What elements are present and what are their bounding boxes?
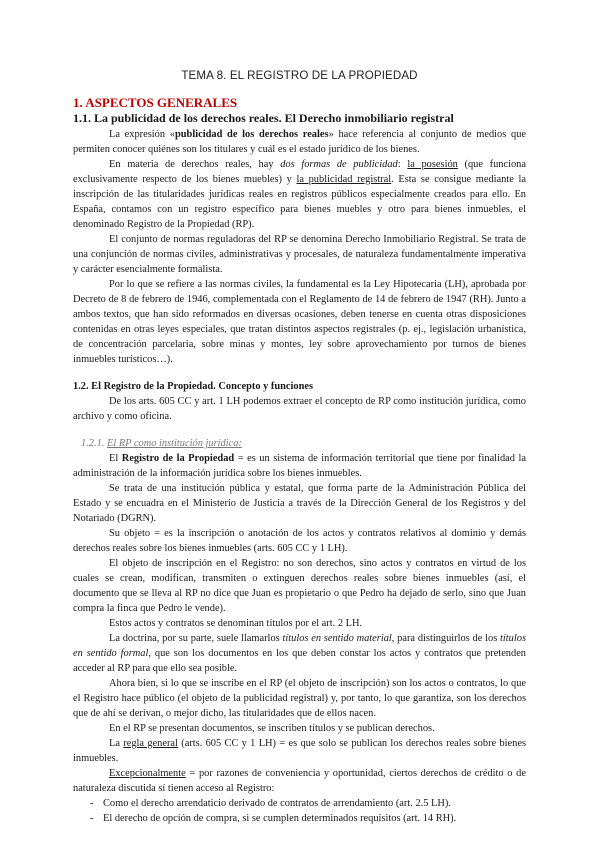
paragraph: El Registro de la Propiedad = es un sistema de información territorial que tiene por finalidad la administración de la información jurídica sobre los bienes inmuebles.	[73, 453, 526, 479]
document-body	[73, 68, 526, 826]
page-title: TEMA 8. EL REGISTRO DE LA PROPIEDAD	[181, 69, 418, 82]
paragraph: La regla general (arts. 605 CC y 1 LH) = es que solo se publican los derechos reales sobre bienes inmuebles.	[73, 738, 527, 764]
paragraph: Por lo que se refiere a las normas civiles, la fundamental es la Ley Hipotecaria (LH), aprobada por Decreto de 8 de febrero de 1946, complementada con el Reglamento de 14 de febrero de 1947 (RH). Junto a ambos textos, que han sido reformados en diversas ocasiones, deben tenerse en cuenta otras disposiciones contenidas en otras leyes especiales, que tratan distintos aspectos registrales (p. ej., legislación urbanística, de concentración parcelaria, sobre minas y montes, ley sobre aprovechamiento por turnos de bienes inmuebles turísticos…).	[73, 279, 526, 365]
paragraph: El objeto de inscripción en el Registro: no son derechos, sino actos y contratos en virtud de los cuales se crean, modifican, transmiten o extinguen derechos reales sobre bienes inmuebles (así, el documento que se lleva al RP no dice que Juan es propietario o que Pedro ha dejado de serlo, sino que Juan compra la finca que Pedro le vende).	[73, 558, 526, 614]
list-item: - El derecho de opción de compra, si se cumplen determinados requisitos (art. 14 RH).	[90, 813, 457, 824]
section-heading-1: 1. ASPECTOS GENERALES	[73, 95, 238, 110]
paragraph: Excepcionalmente = por razones de conveniencia y oportunidad, ciertos derechos de crédito o de naturaleza discutida sí tienen acceso al Registro:	[73, 768, 526, 794]
paragraph: En materia de derechos reales, hay dos formas de publicidad: la posesión (que funciona exclusivamente respecto de los bienes muebles) y la publicidad registral. Esta se consigue mediante la inscripción de las titularidades jurídicas reales en registros públicos especialmente creados para ello. En España, contamos con un registro específico para bienes muebles y otro para bienes inmuebles, el denominado Registro de la Propiedad (RP).	[73, 159, 526, 230]
paragraph: La doctrina, por su parte, suele llamarlos títulos en sentido material, para distinguirlos de los títulos en sentido formal, que son los documentos en los que deben constar los actos y contratos que pretenden acceder al RP para que ello sea posible.	[73, 633, 526, 674]
paragraph: De los arts. 605 CC y art. 1 LH podemos extraer el concepto de RP como institución jurídica, como archivo y como oficina.	[73, 396, 526, 422]
paragraph: El conjunto de normas reguladoras del RP se denomina Derecho Inmobiliario Registral. Se trata de una conjunción de normas civiles, administrativas y procesales, de naturaleza fundamentalmente imperativa y carácter esencialmente formalista.	[73, 234, 526, 275]
bullet-list	[73, 796, 526, 826]
subsection-heading-1-2-1: 1.2.1. El RP como institución jurídica:	[81, 438, 242, 449]
subsection-heading-1-2: 1.2. El Registro de la Propiedad. Concepto y funciones	[73, 381, 314, 392]
paragraph: Ahora bien, si lo que se inscribe en el RP (el objeto de inscripción) son los actos o contratos, lo que el Registro hace público (el objeto de la publicidad registral) y, por tanto, lo que garantiza, son los derechos que de ahí se derivan, o mejor dicho, las titularidades que de ellos nacen.	[73, 678, 526, 719]
paragraph: Se trata de una institución pública y estatal, que forma parte de la Administración Pública del Estado y se encuadra en el Ministerio de Justicia a través de la Dirección General de los Registros y del Notariado (DGRN).	[73, 483, 526, 524]
list-item: - Como el derecho arrendaticio derivado de contratos de arrendamiento (art. 2.5 LH).	[90, 798, 451, 809]
paragraph: Su objeto = es la inscripción o anotación de los actos y contratos relativos al dominio y demás derechos reales sobre los bienes inmuebles (arts. 605 CC y 1 LH).	[73, 528, 526, 554]
paragraph: La expresión «publicidad de los derechos reales» hace referencia al conjunto de medios que permiten conocer quiénes son los titulares y cuál es el estado jurídico de los bienes.	[73, 129, 526, 155]
paragraph: Estos actos y contratos se denominan títulos por el art. 2 LH.	[109, 618, 363, 629]
subsection-heading-1-1: 1.1. La publicidad de los derechos reales. El Derecho inmobiliario registral	[73, 111, 454, 125]
paragraph: En el RP se presentan documentos, se inscriben títulos y se publican derechos.	[109, 723, 435, 734]
